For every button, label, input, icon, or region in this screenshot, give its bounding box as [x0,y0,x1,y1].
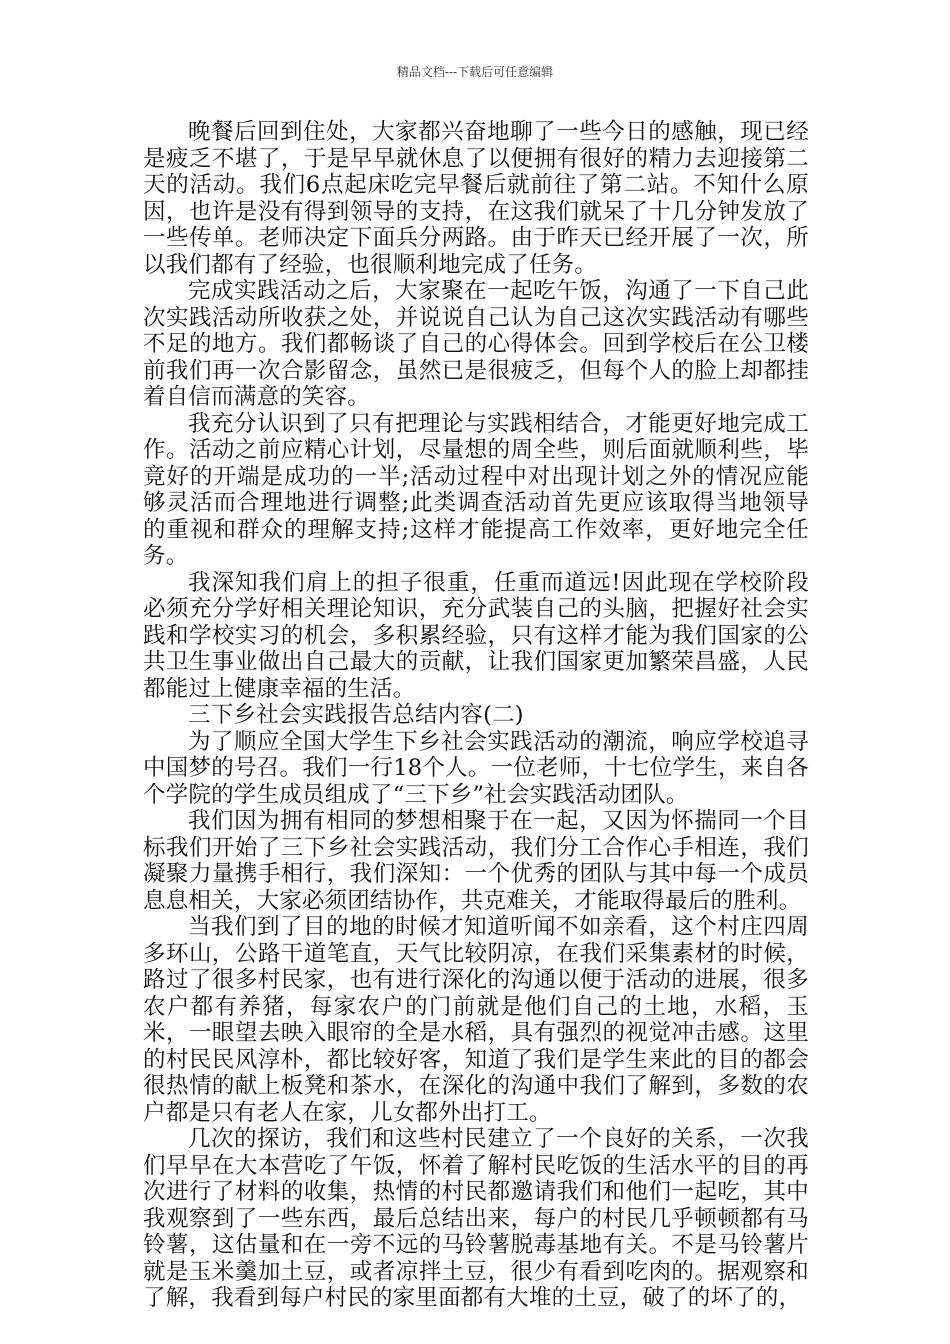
paragraph: 当我们到了目的地的时候才知道听闻不如亲看，这个村庄四周多环山，公路干道笔直，天气比较阴凉，在我们采集素材的时候，路过了很多村民家，也有进行深化的沟通以便于活动的进展，很多农户都有养猪，每家农户的门前就是他们自己的土地，水稻，玉米，一眼望去映入眼帘的全是水稻，具有强烈的视觉冲击感。这里的村民民风淳朴，都比较好客，知道了我们是学生来此的目的都会很热情的献上板凳和茶水，在深化的沟通中我们了解到，多数的农户都是只有老人在家，儿女都外出打工。 [143,914,809,1126]
paragraph: 我们因为拥有相同的梦想相聚于在一起，又因为怀揣同一个目标我们开始了三下乡社会实践活动，我们分工合作心手相连，我们凝聚力量携手相行，我们深知：一个优秀的团队与其中每一个成员息息相关，大家必须团结协作，共克难关，才能取得最后的胜利。 [143,808,809,914]
paragraph: 完成实践活动之后，大家聚在一起吃午饭，沟通了一下自己此次实践活动所收获之处，并说说自己认为自己这次实践活动有哪些不足的地方。我们都畅谈了自己的心得体会。回到学校后在公卫楼前我们再一次合影留念，虽然已是很疲乏，但每个人的脸上却都挂着自信而满意的笑容。 [143,278,809,410]
page-header: 精品文档---下载后可任意编辑 [396,65,554,79]
document-body [143,119,809,1312]
paragraph: 我充分认识到了只有把理论与实践相结合，才能更好地完成工作。活动之前应精心计划，尽量想的周全些，则后面就顺利些，毕竟好的开端是成功的一半;活动过程中对出现计划之外的情况应能够灵活而合理地进行调整;此类调查活动首先更应该取得当地领导的重视和群众的理解支持;这样才能提高工作效率，更好地完全任务。 [143,410,809,569]
paragraph: 为了顺应全国大学生下乡社会实践活动的潮流，响应学校追寻中国梦的号召。我们一行18个人。一位老师，十七位学生，来自各个学院的学生成员组成了“三下乡”社会实践活动团队。 [143,728,809,808]
paragraph: 几次的探访，我们和这些村民建立了一个良好的关系，一次我们早早在大本营吃了午饭，怀着了解村民吃饭的生活水平的目的再次进行了材料的收集，热情的村民都邀请我们和他们一起吃，其中我观察到了一些东西，最后总结出来，每户的村民几乎顿顿都有马铃薯，这估量和在一旁不远的马铃薯脱毒基地有关。不是马铃薯片就是玉米羹加土豆，或者凉拌土豆，很少有看到吃肉的。据观察和了解，我看到每户村民的家里面都有大堆的土豆，破了的坏了的， [143,1126,809,1311]
paragraph: 我深知我们肩上的担子很重，任重而道远!因此现在学校阶段必须充分学好相关理论知识，充分武装自己的头脑，把握好社会实践和学校实习的机会，多积累经验，只有这样才能为我们国家的公共卫生事业做出自己最大的贡献，让我们国家更加繁荣昌盛，人民都能过上健康幸福的生活。 [143,569,809,702]
section-heading: 三下乡社会实践报告总结内容(二) [188,702,524,728]
paragraph: 晚餐后回到住处，大家都兴奋地聊了一些今日的感触，现已经是疲乏不堪了，于是早早就休息了以便拥有很好的精力去迎接第二天的活动。我们6点起床吃完早餐后就前往了第二站。不知什么原因，也许是没有得到领导的支持，在这我们就呆了十几分钟发放了一些传单。老师决定下面兵分两路。由于昨天已经开展了一次，所以我们都有了经验，也很顺利地完成了任务。 [143,119,809,278]
